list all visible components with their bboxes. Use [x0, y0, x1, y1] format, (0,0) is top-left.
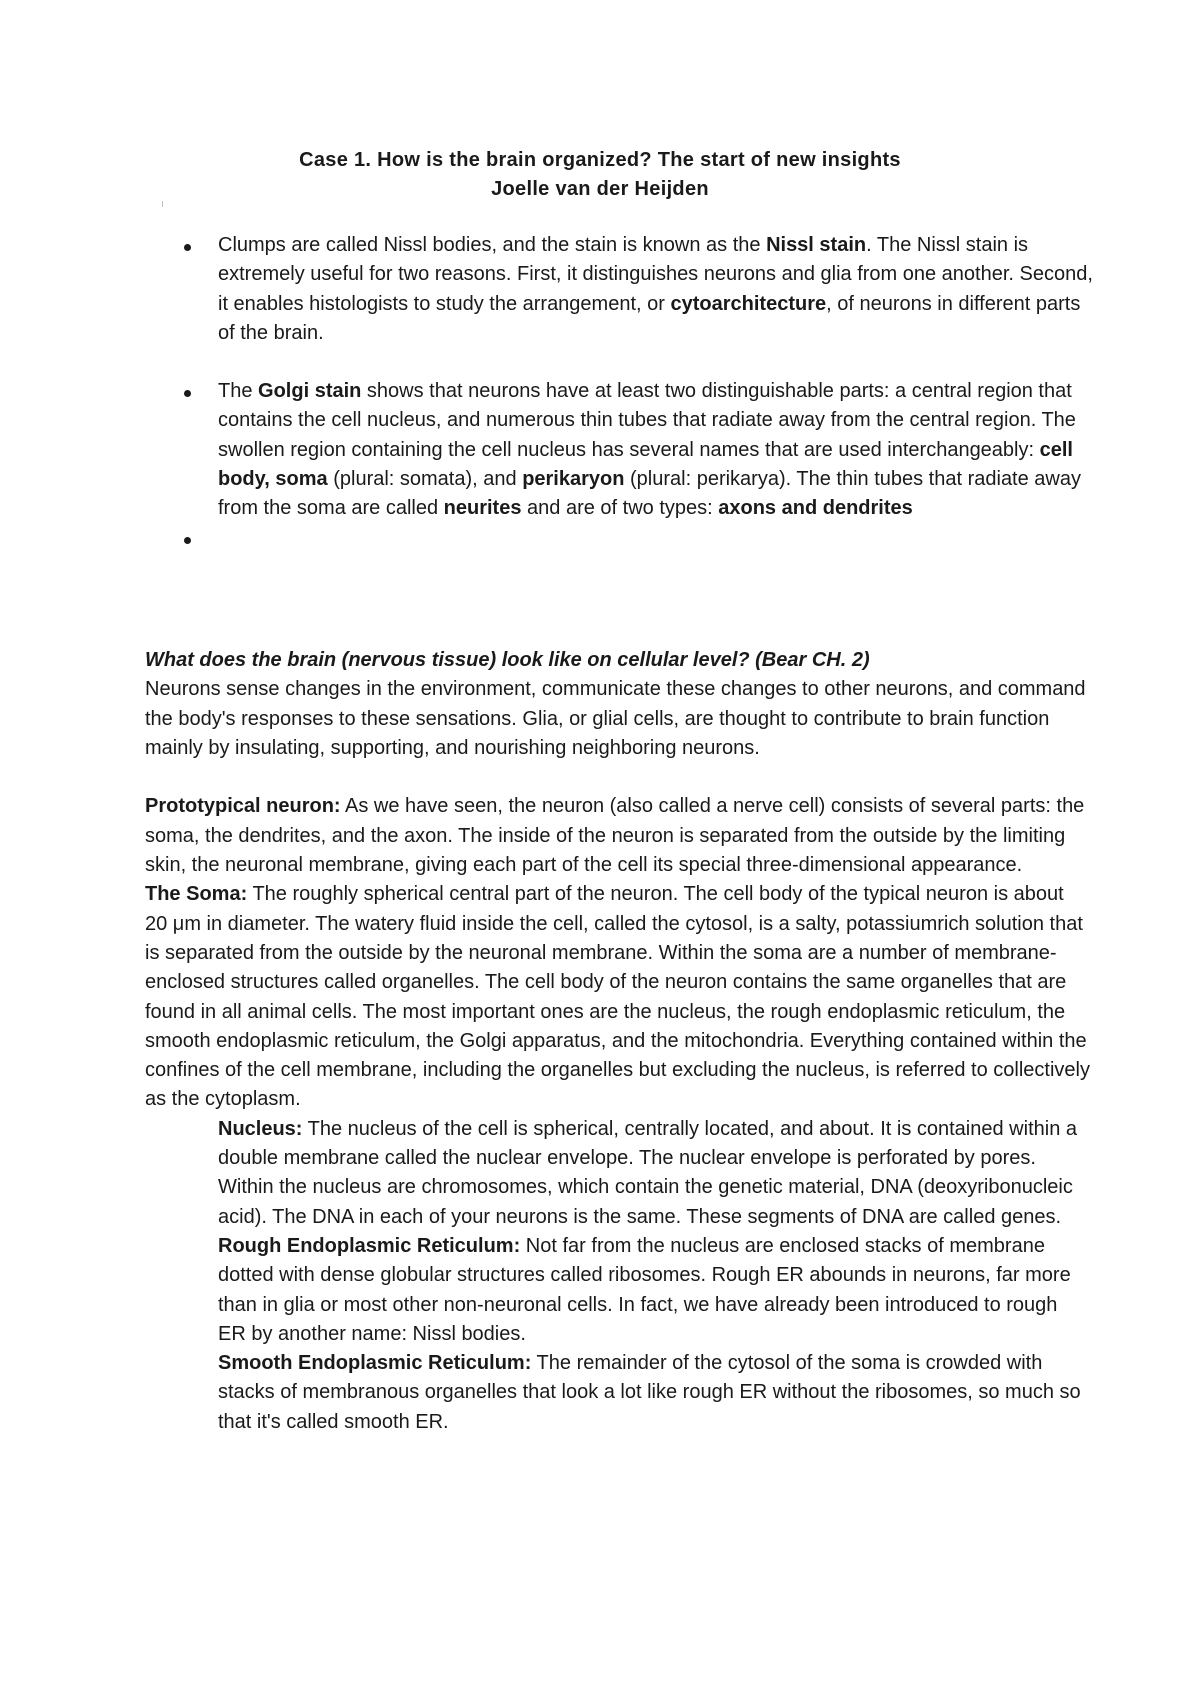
- term-perikaryon: perikaryon: [522, 468, 625, 491]
- prototypical-neuron-paragraph: Prototypical neuron: As we have seen, the neuron (also called a nerve cell) consists of several parts: the soma, the dendrites, and the axon. The inside of the neuron is separated from the outside by the limiting skin, the neuronal membrane, giving each part of the cell its special three-dimensional appearance.: [145, 795, 1085, 877]
- smooth-er-label: Smooth Endoplasmic Reticulum:: [218, 1352, 532, 1375]
- bullet-list: [218, 231, 1098, 553]
- nucleus-label: Nucleus:: [218, 1117, 303, 1140]
- term-axons-dendrites: axons and dendrites: [718, 497, 913, 520]
- stray-mark: [162, 201, 163, 207]
- section-heading: What does the brain (nervous tissue) look like on cellular level? (Bear CH. 2): [145, 649, 870, 671]
- bullet-item-nissl: Clumps are called Nissl bodies, and the stain is known as the Nissl stain. The Nissl stain is extremely useful for two reasons. First, it distinguishes neurons and glia from one another. Second, it enables histologists to study the arrangement, or cytoarchitecture, of neurons in different parts of the brain.: [218, 231, 1098, 348]
- prototypical-neuron-label: Prototypical neuron:: [145, 795, 341, 818]
- document-title: Case 1. How is the brain organized? The start of new insights: [299, 149, 901, 171]
- document-author: Joelle van der Heijden: [491, 178, 709, 200]
- term-golgi-stain: Golgi stain: [258, 380, 362, 403]
- title-block: [0, 146, 1200, 204]
- rough-er-label: Rough Endoplasmic Reticulum:: [218, 1234, 521, 1257]
- section-intro: Neurons sense changes in the environment, communicate these changes to other neurons, and command the body's responses to these sensations. Glia, or glial cells, are thought to contribute to brain function mainly by insulating, supporting, and nourishing neighboring neurons.: [145, 678, 1086, 759]
- term-cytoarchitecture: cytoarchitecture: [670, 292, 827, 315]
- main-section: [145, 646, 1090, 1437]
- nucleus-paragraph: Nucleus: The nucleus of the cell is spherical, centrally located, and about. It is contained within a double membrane called the nuclear envelope. The nuclear envelope is perforated by pores. Within the nucleus are chromosomes, which contain the genetic material, DNA (deoxyribonucleic acid). The DNA in each of your neurons is the same. These segments of DNA are called genes.: [218, 1117, 1077, 1228]
- term-cell-body-soma: cell body, soma: [218, 438, 1073, 491]
- paragraph-gap: [145, 763, 1090, 792]
- soma-paragraph: The Soma: The roughly spherical central part of the neuron. The cell body of the typical neuron is about 20 μm in diameter. The watery fluid inside the cell, called the cytosol, is a salty, potassiumrich solution that is separated from the outside by the neuronal membrane. Within the soma are a number of membrane-enclosed structures called organelles. The cell body of the neuron contains the same organelles that are found in all animal cells. The most important ones are the nucleus, the rough endoplasmic reticulum, the smooth endoplasmic reticulum, the Golgi apparatus, and the mitochondria. Everything contained within the confines of the cell membrane, including the organelles but excluding the nucleus, is referred to collectively as the cytoplasm.: [145, 883, 1090, 1111]
- smooth-er-paragraph: Smooth Endoplasmic Reticulum: The remainder of the cytosol of the soma is crowded with stacks of membranous organelles that look a lot like rough ER without the ribosomes, so much so that it's called smooth ER.: [218, 1352, 1081, 1433]
- bullet-item-golgi: The Golgi stain shows that neurons have at least two distinguishable parts: a central region that contains the cell nucleus, and numerous thin tubes that radiate away from the central region. The swollen region containing the cell nucleus has several names that are used interchangeably: cell body, soma (plural: somata), and perikaryon (plural: perikarya). The thin tubes that radiate away from the soma are called neurites and are of two types: axons and dendrites: [218, 377, 1098, 523]
- term-neurites: neurites: [443, 497, 522, 520]
- bullet-item-empty: [218, 524, 1098, 553]
- term-nissl-stain: Nissl stain: [766, 234, 867, 256]
- rough-er-paragraph: Rough Endoplasmic Reticulum: Not far from the nucleus are enclosed stacks of membrane dotted with dense globular structures called ribosomes. Rough ER abounds in neurons, far more than in glia or most other non-neuronal cells. In fact, we have already been introduced to rough ER by another name: Nissl bodies.: [218, 1234, 1071, 1345]
- soma-label: The Soma:: [145, 883, 248, 906]
